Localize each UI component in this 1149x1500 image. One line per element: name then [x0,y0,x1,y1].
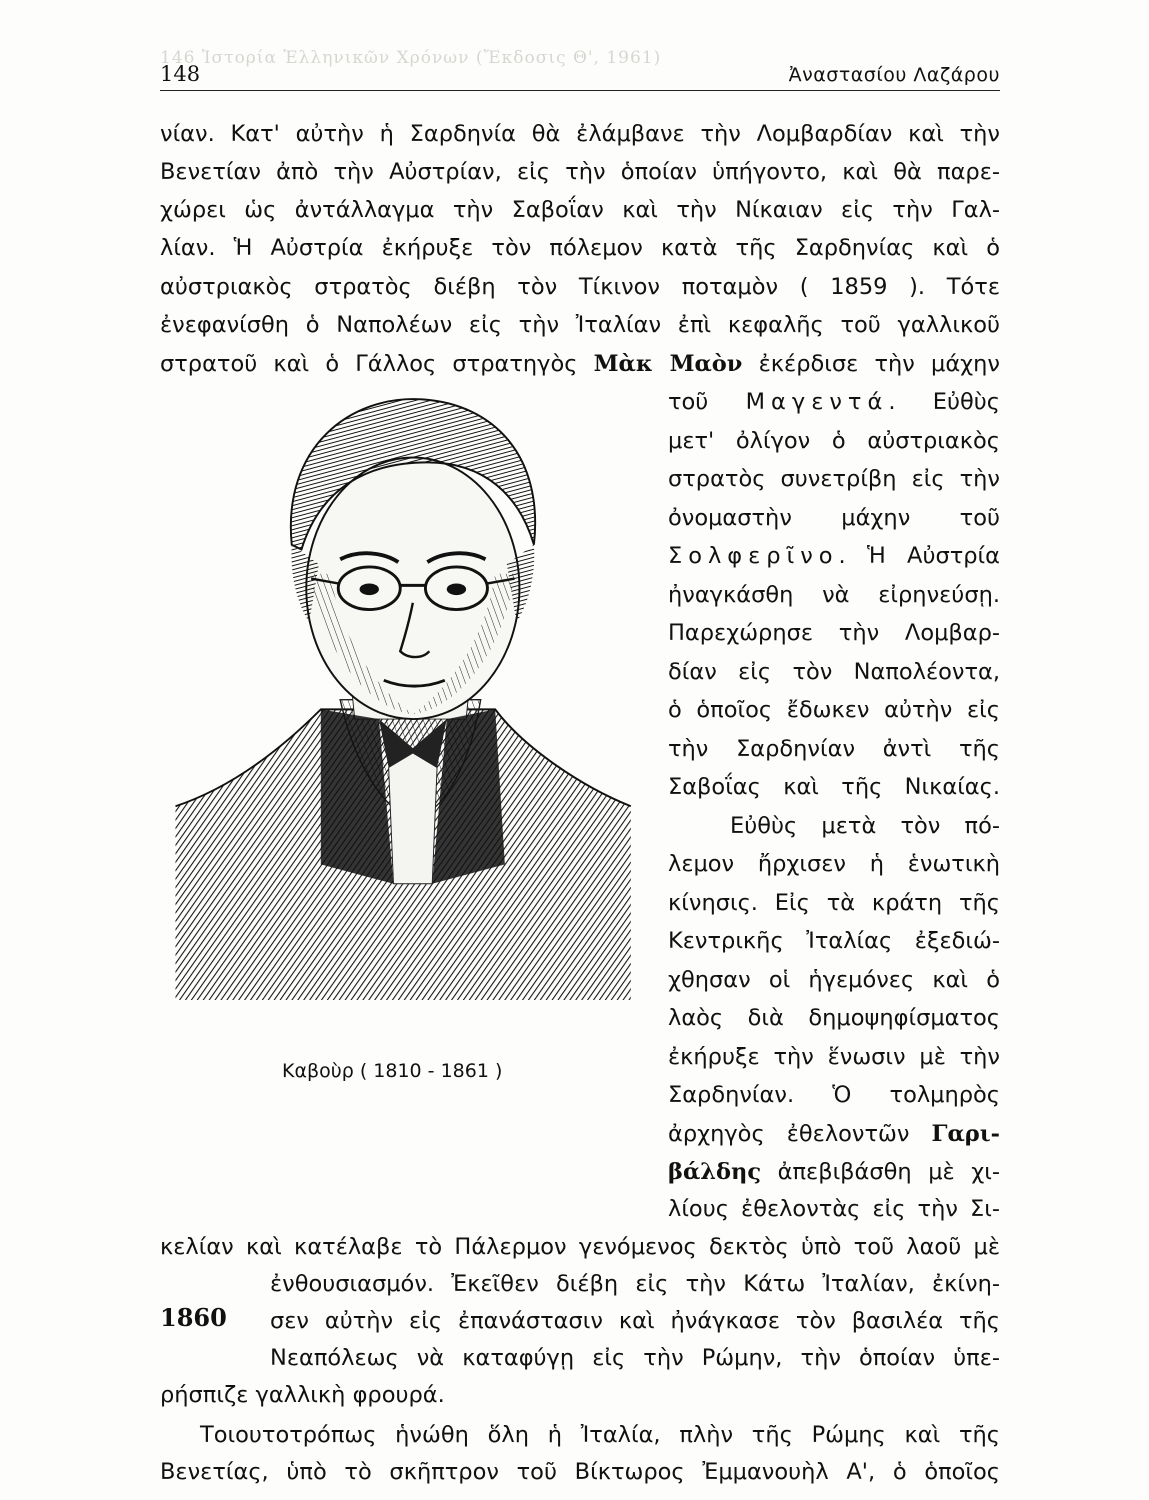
place-magenta: Μαγεντά [745,389,889,415]
text-line: Σαβοΐας καὶ τῆς Νικαίας. [668,774,1000,800]
text-line-mac-mahon [160,349,1000,379]
text-line: Βενετίας, ὑπὸ τὸ σκῆπτρον τοῦ Βίκτωρος Ἐμμανουὴλ Α', ὁ ὁποῖος [160,1459,1000,1485]
bleed-through-text: 146 Ἱστορία Ἑλληνικῶν Χρόνων (Ἔκδοσις Θ', 1961) [160,48,662,68]
text-span: ἐκέρδισε τὴν μάχην [742,351,1000,377]
text-line: Βενετίαν ἀπὸ τὴν Αὐστρίαν, εἰς τὴν ὁποίαν ὑπήγοντο, καὶ θὰ παρε- [160,159,1000,185]
running-head: Ἀναστασίου Λαζάρου [788,64,1000,86]
text-line: σεν αὐτὴν εἰς ἐπανάστασιν καὶ ἠνάγκασε τὸν βασιλέα τῆς [270,1308,1000,1334]
page-header [160,60,1000,91]
year-label-1860: 1860 [160,1303,227,1332]
text-line: χθησαν οἱ ἡγεμόνες καὶ ὁ [668,967,1000,993]
text-line: Τοιουτοτρόπως ἡνώθη ὅλη ἡ Ἰταλία, πλὴν τῆς Ρώμης καὶ τῆς [200,1422,1000,1448]
text-line: ὀνομαστὴν μάχην τοῦ [668,505,1000,531]
text-line: Παρεχώρησε τὴν Λομβαρ- [668,620,1000,646]
text-line: Εὐθὺς μετὰ τὸν πό- [730,813,1000,839]
text-line: κελίαν καὶ κατέλαβε τὸ Πάλερμον γενόμενος δεκτὸς ὑπὸ τοῦ λαοῦ μὲ [160,1234,1000,1260]
name-garibaldi-end: βάλδης [668,1159,762,1185]
text-span: στρατοῦ καὶ ὁ Γάλλος στρατηγὸς [160,351,594,377]
text-line: Σαρδηνίαν. Ὁ τολμηρὸς [668,1082,1000,1108]
page-number: 148 [160,62,201,86]
text-line: λίους ἐθελοντὰς εἰς τὴν Σι- [668,1196,1000,1222]
text-line-solferino [668,541,1000,571]
text-line: νίαν. Κατ' αὐτὴν ἡ Σαρδηνία θὰ ἐλάμβανε τὴν Λομβαρδίαν καὶ τὴν [160,121,1000,147]
text-line-magenta [668,387,1000,417]
text-line: ἐνθουσιασμόν. Ἐκεῖθεν διέβη εἰς τὴν Κάτω Ἰταλίαν, ἐκίνη- [270,1271,1000,1297]
text-span: ἀρχηγὸς ἐθελοντῶν [668,1121,932,1147]
text-line: τὴν Σαρδηνίαν ἀντὶ τῆς [668,736,1000,762]
text-line: στρατὸς συνετρίβη εἰς τὴν [668,466,1000,492]
text-line: δίαν εἰς τὸν Ναπολέοντα, [668,659,1000,685]
text-line: λαὸς διὰ δημοψηφίσματος [668,1005,1000,1031]
text-span: ἀπεβιβάσθη μὲ χι- [761,1159,1000,1185]
cavour-portrait-image [168,380,648,1000]
text-line-garibaldi [668,1119,1000,1149]
place-solferino: Σολφερῖνο [668,543,839,569]
text-line: λίαν. Ἡ Αὐστρία ἐκήρυξε τὸν πόλεμον κατὰ τῆς Σαρδηνίας καὶ ὁ [160,235,1000,261]
text-line: Νεαπόλεως νὰ καταφύγῃ εἰς τὴν Ρώμην, τὴν ὁποίαν ὑπε- [270,1345,1000,1371]
text-line: Κεντρικῆς Ἰταλίας ἐξεδιώ- [668,928,1000,954]
name-mac-mahon: Μὰκ Μαὸν [593,351,743,377]
text-line: αὐστριακὸς στρατὸς διέβη τὸν Τίκινον ποταμὸν ( 1859 ). Τότε [160,274,1000,300]
text-span: τοῦ [668,389,746,415]
text-line: ὁ ὁποῖος ἔδωκεν αὐτὴν εἰς [668,697,1000,723]
text-line: ἐνεφανίσθη ὁ Ναπολέων εἰς τὴν Ἰταλίαν ἐπὶ κεφαλῆς τοῦ γαλλικοῦ [160,312,1000,338]
text-line: ἠναγκάσθη νὰ εἰρηνεύσῃ. [668,582,1000,608]
text-line: χώρει ὡς ἀντάλλαγμα τὴν Σαβοΐαν καὶ τὴν Νίκαιαν εἰς τὴν Γαλ- [160,197,1000,223]
portrait-caption: Καβοὺρ ( 1810 - 1861 ) [282,1060,503,1082]
text-line: ρήσπιζε γαλλικὴ φρουρά. [160,1382,445,1408]
name-garibaldi: Γαρι- [931,1121,1000,1147]
text-line-garibaldi-2 [668,1157,1000,1187]
text-line: κίνησις. Εἰς τὰ κράτη τῆς [668,890,1000,916]
text-span: . Εὐθὺς [888,389,1000,415]
text-line: λεμον ἤρχισεν ἡ ἑνωτικὴ [668,851,1000,877]
text-line: μετ' ὀλίγον ὁ αὐστριακὸς [668,428,1000,454]
text-span: . Ἡ Αὐστρία [838,543,1000,569]
text-line: ἐκήρυξε τὴν ἕνωσιν μὲ τὴν [668,1044,1000,1070]
